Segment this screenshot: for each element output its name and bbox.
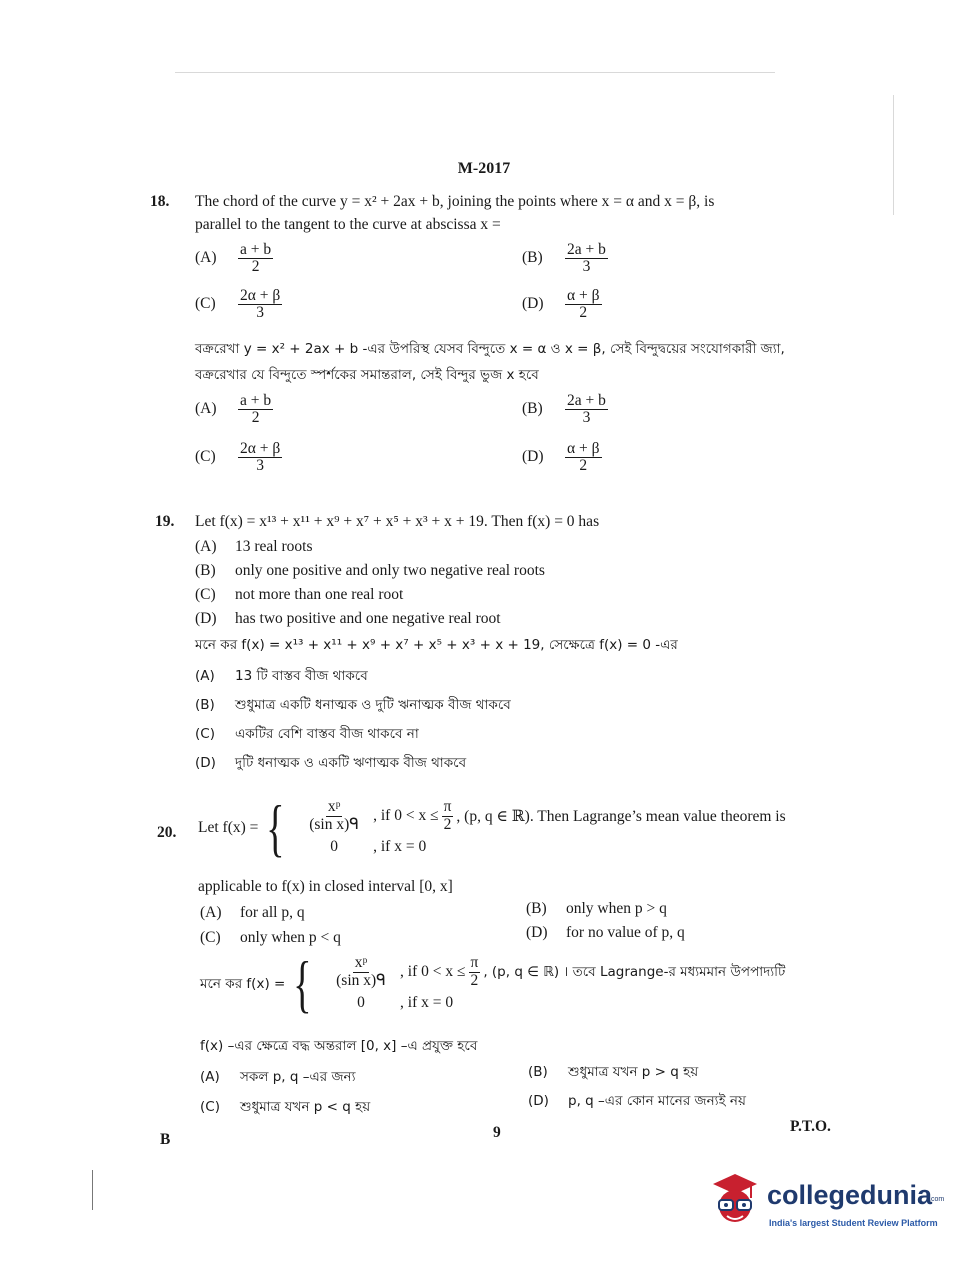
- brace: {: [266, 792, 285, 863]
- piecewise-definition: [198, 792, 786, 863]
- case-row: [322, 991, 785, 1015]
- logo-tagline: India's largest Student Review Platform: [769, 1218, 938, 1228]
- option-c: [195, 441, 285, 475]
- numerator: xᵖ: [354, 954, 368, 972]
- question-text: applicable to f(x) in closed interval [0, x]: [198, 878, 453, 895]
- numerator: 2a + b: [567, 241, 606, 258]
- option-text: 13 real roots: [235, 538, 313, 555]
- footer-set-code: B: [160, 1131, 171, 1148]
- option-label: (A): [200, 1069, 220, 1085]
- question-text-bengali: বক্ররেখা y = x² + 2ax + b -এর উপরিস্থ যেসব বিন্দুতে x = α ও x = β, সেই বিন্দুদ্বয়ের সংযোগকারী জ্যা,: [195, 341, 785, 357]
- option-d: [195, 610, 501, 628]
- fraction: [307, 799, 361, 833]
- option-label: (C): [200, 929, 221, 946]
- function-label: Let f(x) =: [198, 819, 259, 836]
- option-text: only one positive and only two negative real roots: [235, 562, 545, 579]
- option-label: (B): [528, 1064, 548, 1080]
- question-text: parallel to the tangent to the curve at abscissa x =: [195, 216, 501, 233]
- option-label: (B): [526, 900, 547, 917]
- numerator: xᵖ: [327, 798, 341, 816]
- question-text: , (p, q ∈ ℝ). Then Lagrange’s mean value theorem is: [456, 807, 786, 825]
- condition: , if x = 0: [400, 994, 454, 1011]
- option-a: [195, 665, 368, 688]
- option-text: for no value of p, q: [566, 924, 685, 941]
- option-label: (C): [200, 1099, 220, 1115]
- option-a: [195, 393, 276, 427]
- option-label: (D): [526, 924, 548, 941]
- fraction: [238, 288, 282, 322]
- fraction: [565, 393, 608, 427]
- option-c: [200, 1096, 370, 1119]
- question-text-bengali: f(x) –এর ক্ষেত্রে বদ্ধ অন্তরাল [0, x] –এ প্রযুক্ত হবে: [200, 1038, 478, 1054]
- case-row: [322, 953, 785, 991]
- numerator: α + β: [567, 287, 600, 304]
- numerator: 2α + β: [240, 287, 281, 304]
- option-c: [195, 586, 403, 604]
- numerator: a + b: [240, 241, 272, 258]
- option-text: p, q –এর কোন মানের জন্যই নয়: [568, 1093, 746, 1109]
- brace: {: [293, 948, 312, 1019]
- option-a: [195, 538, 312, 556]
- question-number: 18.: [150, 193, 170, 210]
- case-value: 0: [357, 994, 365, 1011]
- option-c: [200, 929, 341, 947]
- numerator: 2a + b: [567, 392, 606, 409]
- option-b: [528, 1061, 698, 1084]
- option-a: [200, 904, 305, 922]
- denominator: 3: [256, 304, 264, 322]
- denominator: 2: [251, 258, 260, 276]
- question-text: The chord of the curve y = x² + 2ax + b, joining the points where x = α and x = β, is: [195, 193, 715, 210]
- case-value: 0: [330, 838, 338, 855]
- denominator: 2: [470, 971, 479, 989]
- option-b: [195, 562, 545, 580]
- option-label: (B): [195, 697, 215, 713]
- option-label: (C): [195, 726, 215, 742]
- option-text: for all p, q: [240, 904, 305, 921]
- option-text: শুধুমাত্র একটি ধনাত্মক ও দুটি ঋনাত্মক বীজ থাকবে: [235, 697, 511, 713]
- question-number: 20.: [157, 824, 177, 841]
- fraction: [442, 799, 454, 833]
- fraction: [565, 441, 602, 475]
- option-b: [195, 694, 511, 717]
- option-text: শুধুমাত্র যখন p < q হয়: [240, 1099, 371, 1115]
- option-label: (D): [528, 1093, 549, 1109]
- option-d: [522, 441, 605, 475]
- numerator: 2α + β: [240, 440, 281, 457]
- page-header: M-2017: [457, 160, 511, 177]
- denominator: 2: [579, 457, 588, 475]
- option-label: (B): [522, 249, 543, 267]
- option-b: [526, 900, 667, 918]
- cases: [295, 797, 786, 859]
- denominator: 3: [582, 409, 591, 427]
- denominator: 2: [579, 304, 588, 322]
- fraction: [565, 288, 602, 322]
- option-label: (A): [195, 668, 215, 684]
- option-label: (A): [195, 538, 217, 555]
- page-number: 9: [493, 1124, 501, 1141]
- option-a: [195, 242, 276, 276]
- option-text: only when p > q: [566, 900, 667, 917]
- option-label: (C): [195, 586, 216, 603]
- numerator: α + β: [567, 440, 600, 457]
- condition: , if 0 < x ≤: [373, 807, 439, 824]
- denominator: 3: [582, 258, 591, 276]
- option-label: (A): [200, 904, 222, 921]
- question-text-bengali: বক্ররেখার যে বিন্দুতে স্পর্শকের সমান্তরাল, সেই বিন্দুর ভুজ x হবে: [195, 367, 539, 383]
- option-text: 13 টি বাস্তব বীজ থাকবে: [235, 668, 368, 684]
- option-c: [195, 288, 285, 322]
- option-a: [200, 1066, 356, 1089]
- option-label: (B): [522, 400, 543, 418]
- cases: [322, 953, 785, 1015]
- denominator: 2: [251, 409, 260, 427]
- case-row: [295, 797, 786, 835]
- option-label: (D): [195, 755, 216, 771]
- condition: , if 0 < x ≤: [400, 963, 466, 980]
- option-label: (A): [195, 400, 217, 418]
- scan-artifact: [92, 1170, 93, 1210]
- denominator: (sin x)ᑫ: [336, 971, 386, 989]
- option-label: (D): [195, 610, 217, 627]
- option-label: (D): [522, 448, 544, 466]
- logo-name: collegedunia: [767, 1180, 933, 1210]
- option-text: শুধুমাত্র যখন p > q হয়: [568, 1064, 699, 1080]
- denominator: (sin x)ᑫ: [309, 815, 359, 833]
- option-text: একটির বেশি বাস্তব বীজ থাকবে না: [235, 726, 419, 742]
- fraction: [334, 955, 388, 989]
- fraction: [565, 242, 608, 276]
- option-d: [522, 288, 605, 322]
- option-text: not more than one real root: [235, 586, 404, 603]
- scan-artifact: [175, 72, 775, 73]
- footer-pto: P.T.O.: [790, 1118, 831, 1135]
- numerator: a + b: [240, 392, 272, 409]
- denominator: 3: [256, 457, 264, 475]
- fraction: [238, 242, 273, 276]
- option-d: [528, 1090, 746, 1113]
- condition: , if x = 0: [373, 838, 427, 855]
- piecewise-definition-bengali: [200, 948, 786, 1019]
- numerator: π: [470, 954, 479, 972]
- question-number: 19.: [155, 513, 175, 530]
- option-text: দুটি ধনাত্মক ও একটি ঋণাত্মক বীজ থাকবে: [235, 755, 467, 771]
- mascot-icon: [705, 1170, 765, 1234]
- option-text: has two positive and one negative real root: [235, 610, 501, 627]
- denominator: 2: [443, 815, 452, 833]
- option-b: [522, 242, 611, 276]
- question-text: Let f(x) = x¹³ + x¹¹ + x⁹ + x⁷ + x⁵ + x³ + x + 19. Then f(x) = 0 has: [195, 513, 600, 530]
- fraction: [238, 393, 273, 427]
- function-label: মনে কর f(x) =: [200, 975, 286, 992]
- collegedunia-logo: [705, 1170, 945, 1240]
- option-label: (C): [195, 448, 216, 466]
- option-d: [526, 924, 685, 942]
- option-label: (C): [195, 295, 216, 313]
- question-text-bengali: , (p, q ∈ ℝ) । তবে Lagrange-র মধ্যমমান উপপাদ্যটি: [483, 963, 786, 980]
- scan-artifact: [893, 95, 894, 215]
- fraction: [469, 955, 481, 989]
- option-text: only when p < q: [240, 929, 341, 946]
- option-d: [195, 752, 466, 775]
- option-b: [522, 393, 611, 427]
- case-row: [295, 835, 786, 859]
- option-text: সকল p, q –এর জন্য: [240, 1069, 356, 1085]
- numerator: π: [443, 798, 452, 816]
- logo-domain: .com: [929, 1196, 945, 1203]
- option-label: (B): [195, 562, 216, 579]
- option-label: (D): [522, 295, 544, 313]
- fraction: [238, 441, 282, 475]
- question-text-bengali: মনে কর f(x) = x¹³ + x¹¹ + x⁹ + x⁷ + x⁵ + x³ + x + 19, সেক্ষেত্রে f(x) = 0 -এর: [195, 637, 678, 653]
- option-c: [195, 723, 419, 746]
- option-label: (A): [195, 249, 217, 267]
